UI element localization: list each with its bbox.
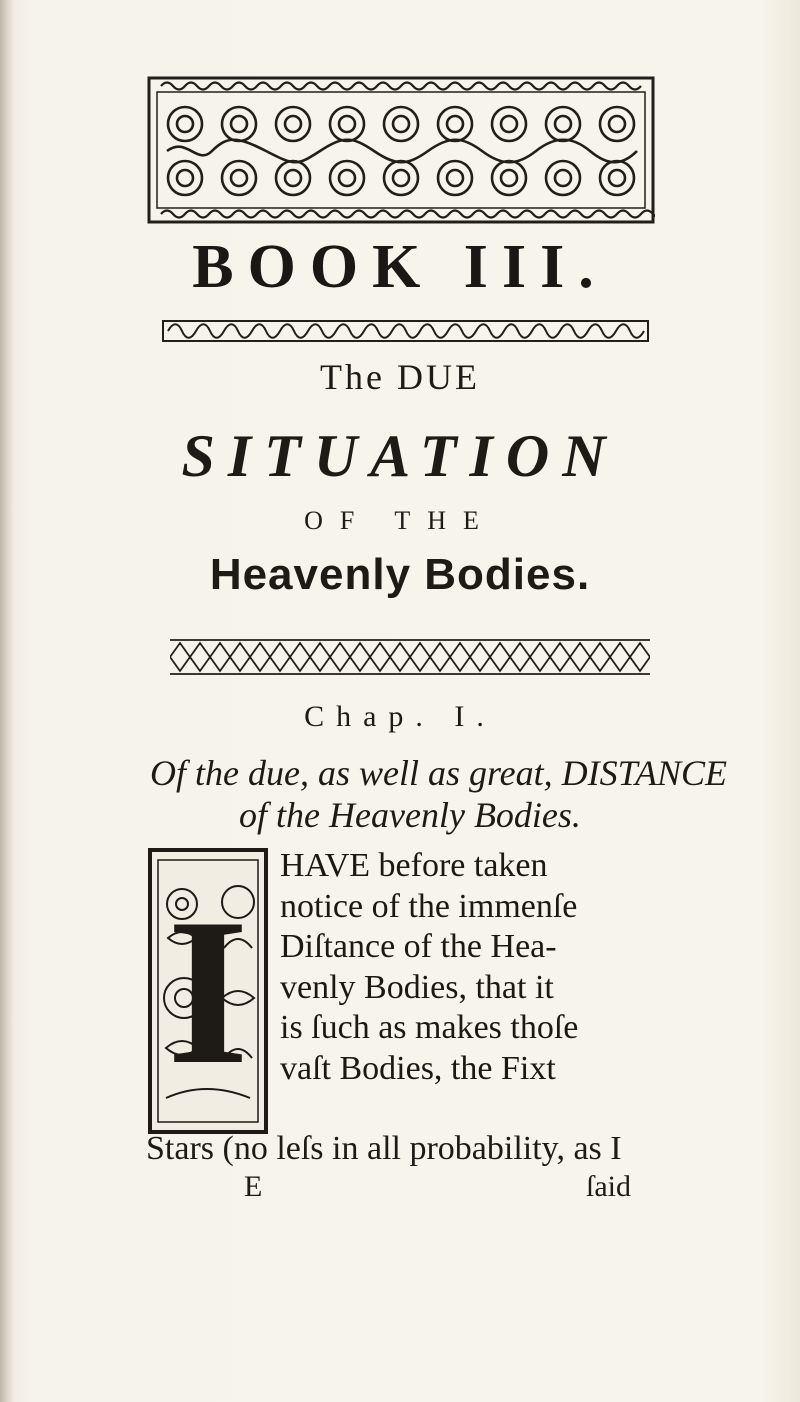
chapter-title-line: of the Heavenly Bodies. bbox=[239, 795, 581, 835]
body-line: vaſt Bodies, the Fixt bbox=[280, 1049, 556, 1087]
decorated-initial bbox=[148, 848, 268, 1134]
body-paragraph bbox=[280, 846, 670, 1089]
body-line: Stars (no leſs in all probability, as I bbox=[146, 1130, 622, 1167]
signature-mark: E bbox=[244, 1170, 263, 1203]
ornamental-headpiece bbox=[147, 76, 655, 224]
body-line: HAVE before taken bbox=[280, 847, 548, 884]
title-line-of-the: OF THE bbox=[304, 506, 496, 535]
body-line: venly Bodies, that it bbox=[280, 968, 554, 1006]
chapter-label: Chap. I. bbox=[304, 700, 496, 733]
title-line-heavenly-bodies: Heavenly Bodies. bbox=[209, 550, 591, 599]
ornamental-rule bbox=[162, 320, 649, 342]
body-line: notice of the immenſe bbox=[280, 887, 578, 925]
body-line: Diſtance of the Hea- bbox=[280, 928, 557, 965]
chapter-title-line: Of the due, as well as great, DISTANCE bbox=[150, 753, 727, 793]
ornamental-band bbox=[170, 636, 650, 678]
chapter-title bbox=[150, 752, 727, 836]
body-line: is ſuch as makes thoſe bbox=[280, 1009, 579, 1046]
book-heading: BOOK III. bbox=[192, 233, 608, 301]
catchword: ſaid bbox=[586, 1170, 631, 1203]
drop-cap-letter: I bbox=[167, 876, 249, 1108]
title-line-the-due: The DUE bbox=[320, 357, 480, 397]
title-line-situation: SITUATION bbox=[181, 423, 619, 489]
